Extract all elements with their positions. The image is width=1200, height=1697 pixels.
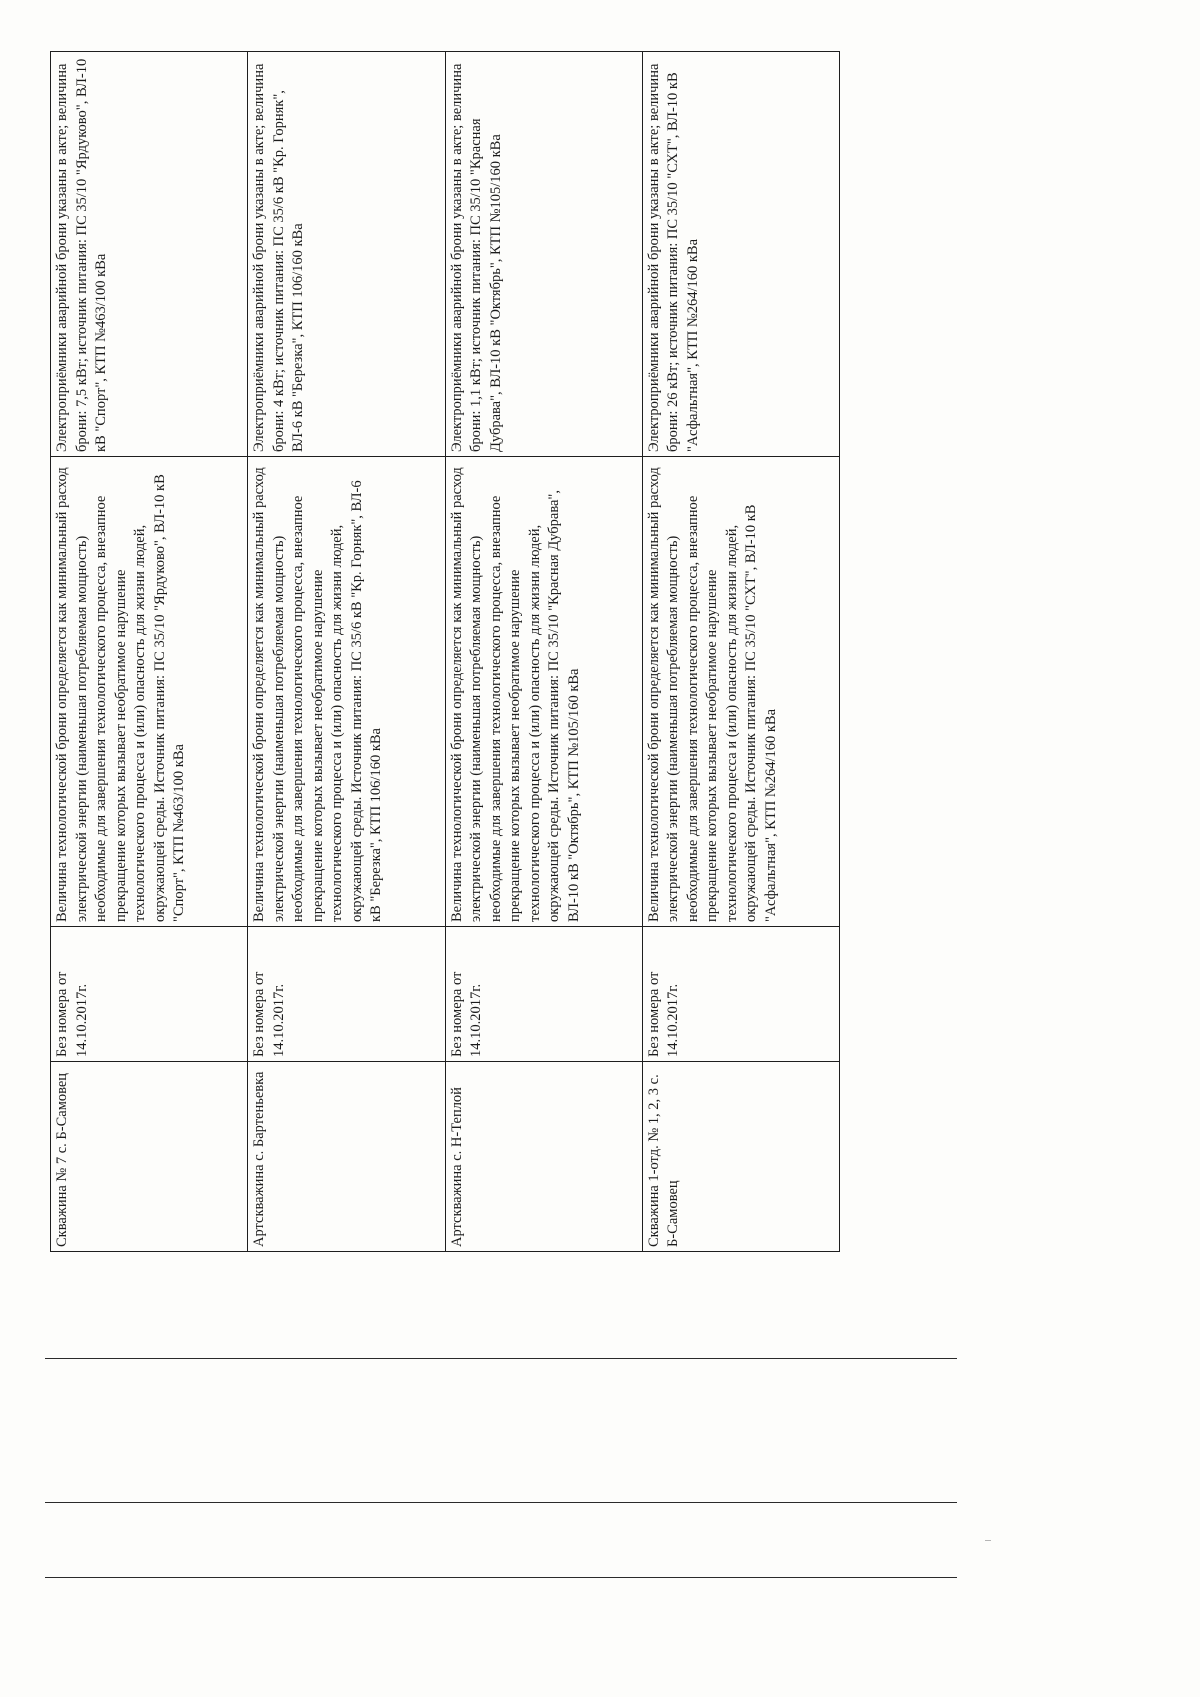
table-row [642, 52, 839, 1252]
cell-emergency-reserve: Электроприёмники аварийной брони указаны в акте; величина брони: 26 кВт; источник питания: ПС 35/10 "СХТ", ВЛ-10 кВ "Асфальтная", КТП №264/160 кВа [642, 52, 839, 457]
cell-emergency-reserve: Электроприёмники аварийной брони указаны в акте; величина брони: 1,1 кВт; источник питания: ПС 35/10 "Красная Дубрава", ВЛ-10 кВ "Октябрь", КТП №105/160 кВа [445, 52, 642, 457]
table-row [51, 52, 248, 1252]
cell-technological-reserve: Величина технологической брони определяется как минимальный расход электрической энергии (наименьшая потребляемая мощность) необходимые для завершения технологического процесса, внезапное прекращение которых вызывает необратимое нарушение технологического процесса и (или) опасность для жизни людей, окружающей среды. Источник питания: ПС 35/6 кВ "Кр. Горняк", ВЛ-6 кВ "Березка", КТП 106/160 кВа [248, 457, 445, 927]
cell-document: Без номера от 14.10.2017г. [248, 927, 445, 1062]
cell-object: Скважина № 7 с. Б-Самовец [51, 1062, 248, 1252]
cell-document: Без номера от 14.10.2017г. [51, 927, 248, 1062]
signature-line [45, 1358, 957, 1359]
cell-emergency-reserve: Электроприёмники аварийной брони указаны в акте; величина брони: 7,5 кВт; источник питания: ПС 35/10 "Ярдуково", ВЛ-10 кВ "Спорт", КТП №463/100 кВа [51, 52, 248, 457]
cell-technological-reserve: Величина технологической брони определяется как минимальный расход электрической энергии (наименьшая потребляемая мощность) необходимые для завершения технологического процесса, внезапное прекращение которых вызывает необратимое нарушение технологического процесса и (или) опасность для жизни людей, окружающей среды. Источник питания: ПС 35/10 "Красная Дубрава", ВЛ-10 кВ "Октябрь", КТП №105/160 кВа [445, 457, 642, 927]
table-row [248, 52, 445, 1252]
cell-technological-reserve: Величина технологической брони определяется как минимальный расход электрической энергии (наименьшая потребляемая мощность) необходимые для завершения технологического процесса, внезапное прекращение которых вызывает необратимое нарушение технологического процесса и (или) опасность для жизни людей, окружающей среды. Источник питания: ПС 35/10 "СХТ", ВЛ-10 кВ "Асфальтная", КТП №264/160 кВа [642, 457, 839, 927]
cell-document: Без номера от 14.10.2017г. [642, 927, 839, 1062]
cell-object: Артскважина с. Н-Теплой [445, 1062, 642, 1252]
cell-object: Артскважина с. Бартеньевка [248, 1062, 445, 1252]
rotated-table-frame [50, 52, 840, 1252]
cell-object: Скважина 1-отд. № 1, 2, 3 с. Б-Самовец [642, 1062, 839, 1252]
scan-speck [985, 1540, 991, 1541]
table-row [445, 52, 642, 1252]
cell-document: Без номера от 14.10.2017г. [445, 927, 642, 1062]
reserve-table [50, 51, 840, 1252]
signature-line [45, 1577, 957, 1578]
cell-emergency-reserve: Электроприёмники аварийной брони указаны в акте; величина брони: 4 кВт; источник питания: ПС 35/6 кВ "Кр. Горняк", ВЛ-6 кВ "Березка", КТП 106/160 кВа [248, 52, 445, 457]
signature-line [45, 1502, 957, 1503]
cell-technological-reserve: Величина технологической брони определяется как минимальный расход электрической энергии (наименьшая потребляемая мощность) необходимые для завершения технологического процесса, внезапное прекращение которых вызывает необратимое нарушение технологического процесса и (или) опасность для жизни людей, окружающей среды. Источник питания: ПС 35/10 "Ярдуково", ВЛ-10 кВ "Спорт", КТП №463/100 кВа [51, 457, 248, 927]
